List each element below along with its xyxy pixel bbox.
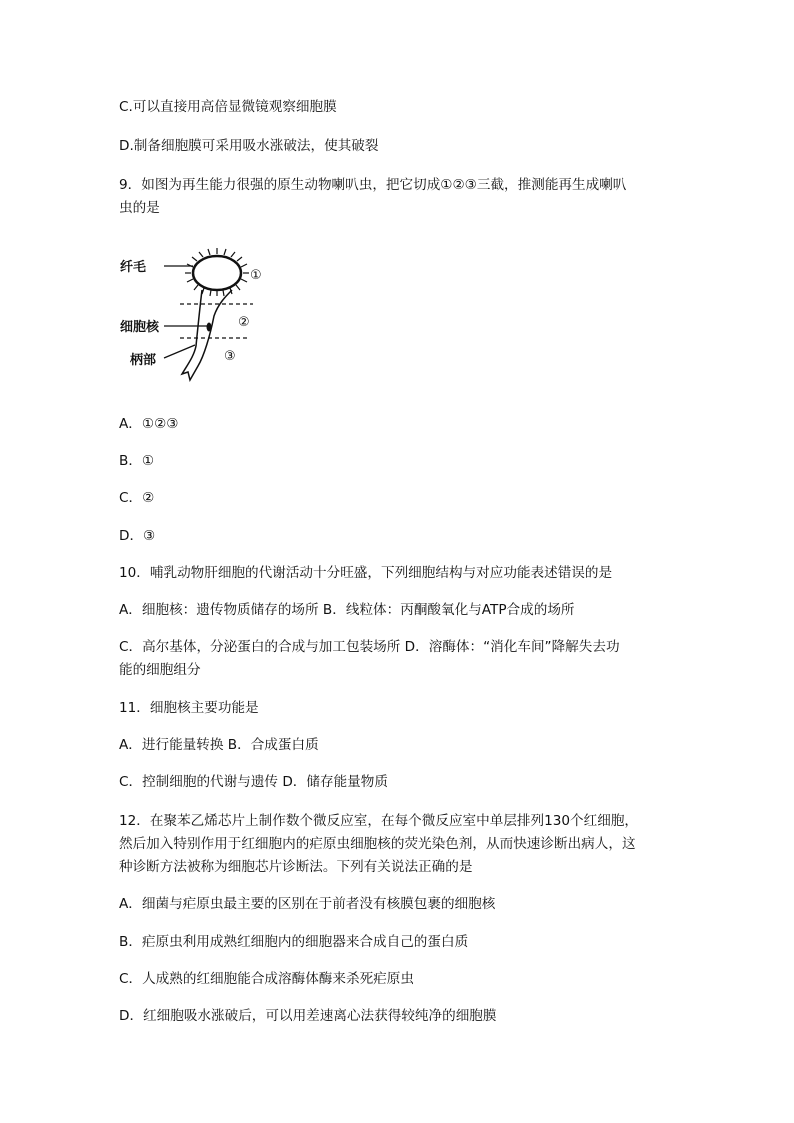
cilia-label: 纤毛 [120,260,147,275]
q12-option-c: C．人成熟的红细胞能合成溶酶体酶来杀死疟原虫 [119,971,414,987]
q11-options-cd: C．控制细胞的代谢与遗传 D．储存能量物质 [119,774,388,790]
section-1-marker: ① [250,268,262,283]
q9-stem-line2: 虫的是 [119,200,160,216]
trumpet-animal-figure [118,246,278,386]
q9-option-c: C．② [119,490,155,506]
section-3-marker: ③ [224,349,236,364]
q9-stem-line1: 9．如图为再生能力很强的原生动物喇叭虫，把它切成①②③三截，推测能再生成喇叭 [119,177,627,193]
section-2-marker: ② [238,315,250,330]
q12-stem-line1: 12．在聚苯乙烯芯片上制作数个微反应室，在每个微反应室中单层排列130个红细胞， [119,813,639,829]
q10-options-cd-line1: C．高尔基体，分泌蛋白的合成与加工包装场所 D．溶酶体：“消化车间”降解失去功 [119,639,620,655]
q8-option-c: C.可以直接用高倍显微镜观察细胞膜 [119,99,337,115]
q12-option-a: A．细菌与疟原虫最主要的区别在于前者没有核膜包裹的细胞核 [119,896,496,912]
stalk-label: 柄部 [130,353,157,368]
q11-stem: 11．细胞核主要功能是 [119,700,259,716]
q12-stem-line2: 然后加入特别作用于红细胞内的疟原虫细胞核的荧光染色剂，从而快速诊断出病人，这 [119,836,636,852]
nucleus-label: 细胞核 [120,320,160,335]
q12-option-b: B．疟原虫利用成熟红细胞内的细胞器来合成自己的蛋白质 [119,934,469,950]
q9-option-b: B．① [119,453,155,469]
q10-stem: 10．哺乳动物肝细胞的代谢活动十分旺盛，下列细胞结构与对应功能表述错误的是 [119,565,613,581]
q8-option-d: D.制备细胞膜可采用吸水涨破法，使其破裂 [119,138,379,154]
q9-option-a: A．①②③ [119,416,179,432]
q10-options-cd-line2: 能的细胞组分 [119,662,201,678]
q11-options-ab: A．进行能量转换 B．合成蛋白质 [119,737,319,753]
q12-option-d: D．红细胞吸水涨破后，可以用差速离心法获得较纯净的细胞膜 [119,1008,497,1024]
q12-stem-line3: 种诊断方法被称为细胞芯片诊断法。下列有关说法正确的是 [119,859,473,875]
q10-options-ab: A．细胞核：遗传物质储存的场所 B．线粒体：丙酮酸氧化与ATP合成的场所 [119,602,575,618]
q9-option-d: D．③ [119,528,156,544]
